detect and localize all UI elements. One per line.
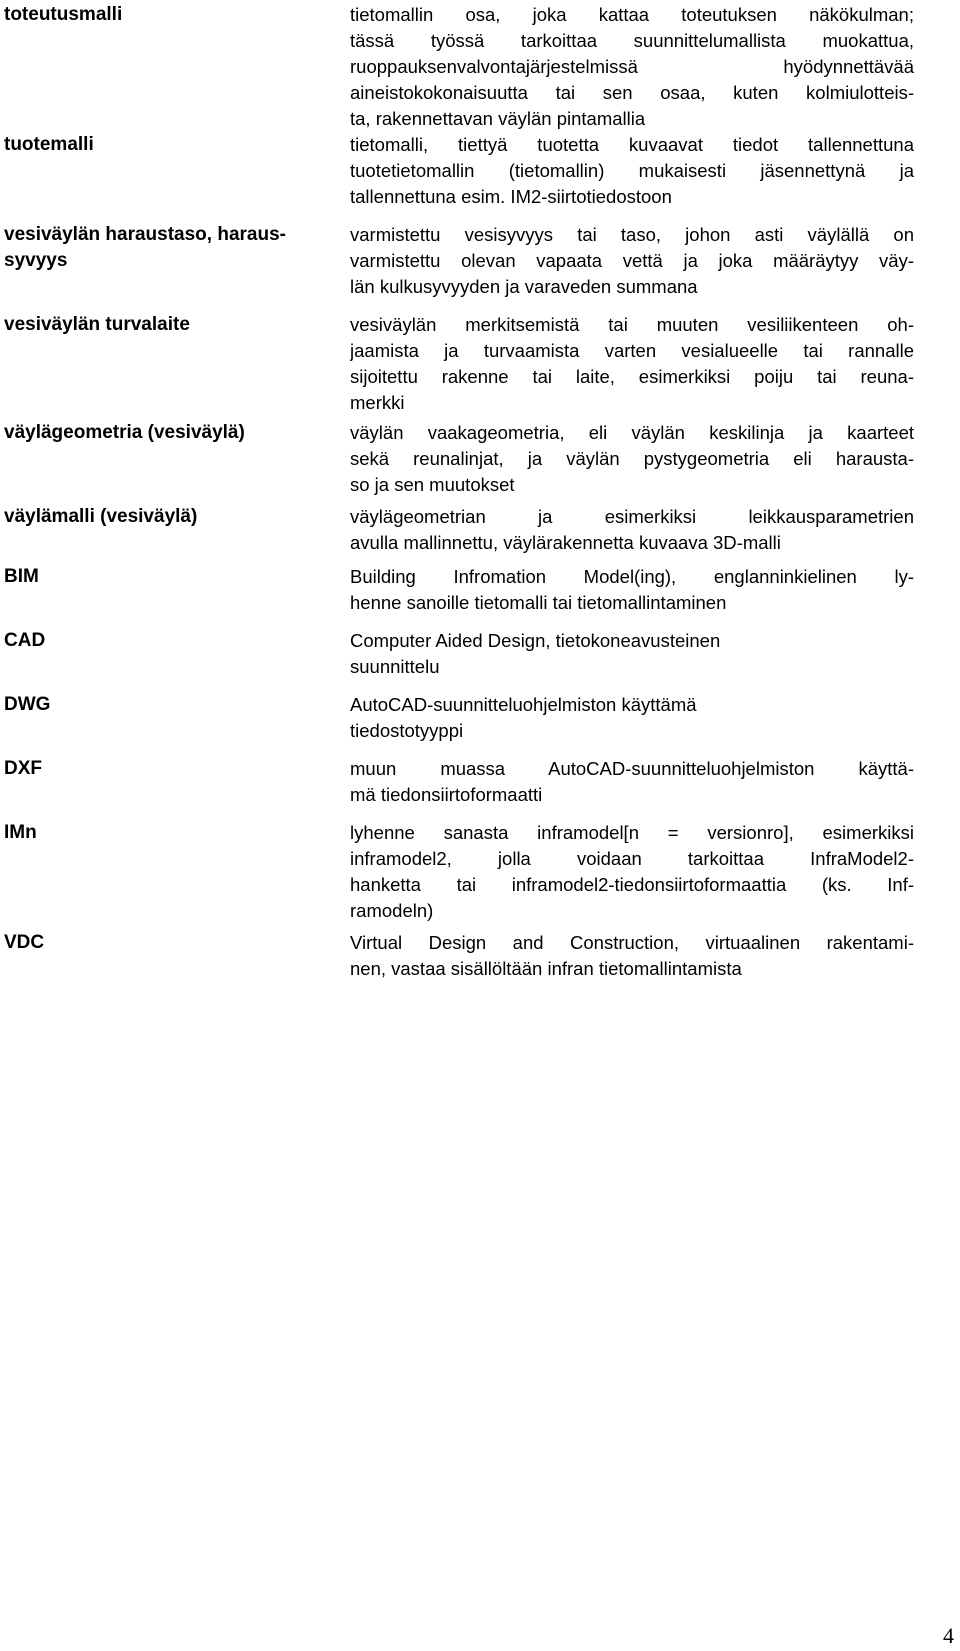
glossary-definition — [350, 820, 914, 924]
glossary-term — [4, 564, 350, 590]
definition-line: suunnittelu — [350, 656, 440, 677]
definition-line: vesiväylän merkitsemistä tai muuten vesiliikenteen oh- — [350, 314, 914, 335]
definition-line: jaamista ja turvaamista varten vesialueelle tai rannalle — [350, 340, 914, 361]
glossary-entry — [4, 222, 914, 300]
glossary-definition — [350, 312, 914, 416]
definition-line: AutoCAD-suunnitteluohjelmiston käyttämä — [350, 694, 697, 715]
glossary-term — [4, 222, 350, 274]
glossary-entry — [4, 504, 914, 556]
glossary-entry — [4, 312, 914, 416]
glossary-entry — [4, 756, 914, 808]
definition-line: sekä reunalinjat, ja väylän pystygeometria eli harausta- — [350, 448, 914, 469]
definition-line: ramodeln) — [350, 900, 434, 921]
glossary-entry — [4, 820, 914, 924]
term-line: DWG — [4, 694, 51, 715]
glossary-term — [4, 820, 350, 846]
definition-line: mä tiedonsiirtoformaatti — [350, 784, 543, 805]
term-line: vesiväylän turvalaite — [4, 314, 190, 335]
glossary-definition — [350, 628, 914, 680]
definition-line: väylän vaakageometria, eli väylän keskilinja ja kaarteet — [350, 422, 914, 443]
glossary-term — [4, 756, 350, 782]
definition-line: tallennettuna esim. IM2-siirtotiedostoon — [350, 186, 672, 207]
page-number: 4 — [943, 1623, 954, 1648]
glossary-term — [4, 420, 350, 446]
definition-line: sijoitettu rakenne tai laite, esimerkiksi poiju tai reuna- — [350, 366, 914, 387]
glossary-entry — [4, 628, 914, 680]
glossary-definition — [350, 2, 914, 132]
glossary-definition — [350, 222, 914, 300]
glossary-definition — [350, 420, 914, 498]
definition-line: nen, vastaa sisällöltään infran tietomallintamista — [350, 958, 742, 979]
glossary-term — [4, 692, 350, 718]
definition-line: varmistettu vesisyvyys tai taso, johon asti väylällä on — [350, 224, 914, 245]
term-line: VDC — [4, 932, 45, 953]
definition-line: inframodel2, jolla voidaan tarkoittaa InfraModel2- — [350, 848, 914, 869]
glossary-definition — [350, 564, 914, 616]
definition-line: län kulkusyvyyden ja varaveden summana — [350, 276, 698, 297]
definition-line: tiedostotyyppi — [350, 720, 464, 741]
definition-line: tuotetietomallin (tietomallin) mukaisesti jäsennettynä ja — [350, 160, 914, 181]
term-line: tuotemalli — [4, 134, 94, 155]
definition-line: Computer Aided Design, tietokoneavusteinen — [350, 630, 721, 651]
term-line: väylägeometria (vesiväylä) — [4, 422, 245, 443]
definition-line: avulla mallinnettu, väylärakennetta kuvaava 3D-malli — [350, 532, 781, 553]
glossary-entry — [4, 930, 914, 982]
definition-line: väylägeometrian ja esimerkiksi leikkausparametrien — [350, 506, 914, 527]
glossary-term — [4, 504, 350, 530]
definition-line: tietomalli, tiettyä tuotetta kuvaavat tiedot tallennettuna — [350, 134, 914, 155]
glossary-entry — [4, 132, 914, 210]
definition-line: lyhenne sanasta inframodel[n = versionro], esimerkiksi — [350, 822, 914, 843]
definition-line: tietomallin osa, joka kattaa toteutuksen näkökulman; — [350, 4, 914, 25]
definition-line: so ja sen muutokset — [350, 474, 515, 495]
term-line: vesiväylän haraustaso, haraus- — [4, 224, 286, 245]
definition-line: Virtual Design and Construction, virtuaalinen rakentami- — [350, 932, 914, 953]
glossary-definition — [350, 756, 914, 808]
glossary-term — [4, 2, 350, 28]
glossary-term — [4, 132, 350, 158]
term-line: CAD — [4, 630, 46, 651]
term-line: toteutusmalli — [4, 4, 123, 25]
glossary-entry — [4, 692, 914, 744]
definition-line: tässä työssä tarkoittaa suunnittelumallista muokattua, — [350, 30, 914, 51]
glossary-definition — [350, 504, 914, 556]
term-line: syvyys — [4, 250, 68, 271]
glossary-term — [4, 628, 350, 654]
definition-line: hanketta tai inframodel2-tiedonsiirtoformaattia (ks. Inf- — [350, 874, 914, 895]
definition-line: henne sanoille tietomalli tai tietomallintaminen — [350, 592, 727, 613]
definition-line: varmistettu olevan vapaata vettä ja joka määräytyy väy- — [350, 250, 914, 271]
definition-line: muun muassa AutoCAD-suunnitteluohjelmiston käyttä- — [350, 758, 914, 779]
glossary-definition — [350, 692, 914, 744]
definition-line: ta, rakennettavan väylän pintamallia — [350, 108, 646, 129]
term-line: IMn — [4, 822, 37, 843]
term-line: BIM — [4, 566, 39, 587]
glossary-definition — [350, 132, 914, 210]
term-line: DXF — [4, 758, 42, 779]
definition-line: merkki — [350, 392, 405, 413]
definition-line: aineistokokonaisuutta tai sen osaa, kuten kolmiulotteis- — [350, 82, 914, 103]
glossary-entry — [4, 564, 914, 616]
glossary-term — [4, 312, 350, 338]
glossary-entry — [4, 2, 914, 132]
definition-line: Building Infromation Model(ing), englanninkielinen ly- — [350, 566, 914, 587]
definition-line: ruoppauksenvalvontajärjestelmissä hyödynnettävää — [350, 56, 914, 77]
glossary-entry — [4, 420, 914, 498]
glossary-term — [4, 930, 350, 956]
term-line: väylämalli (vesiväylä) — [4, 506, 198, 527]
glossary-definition — [350, 930, 914, 982]
